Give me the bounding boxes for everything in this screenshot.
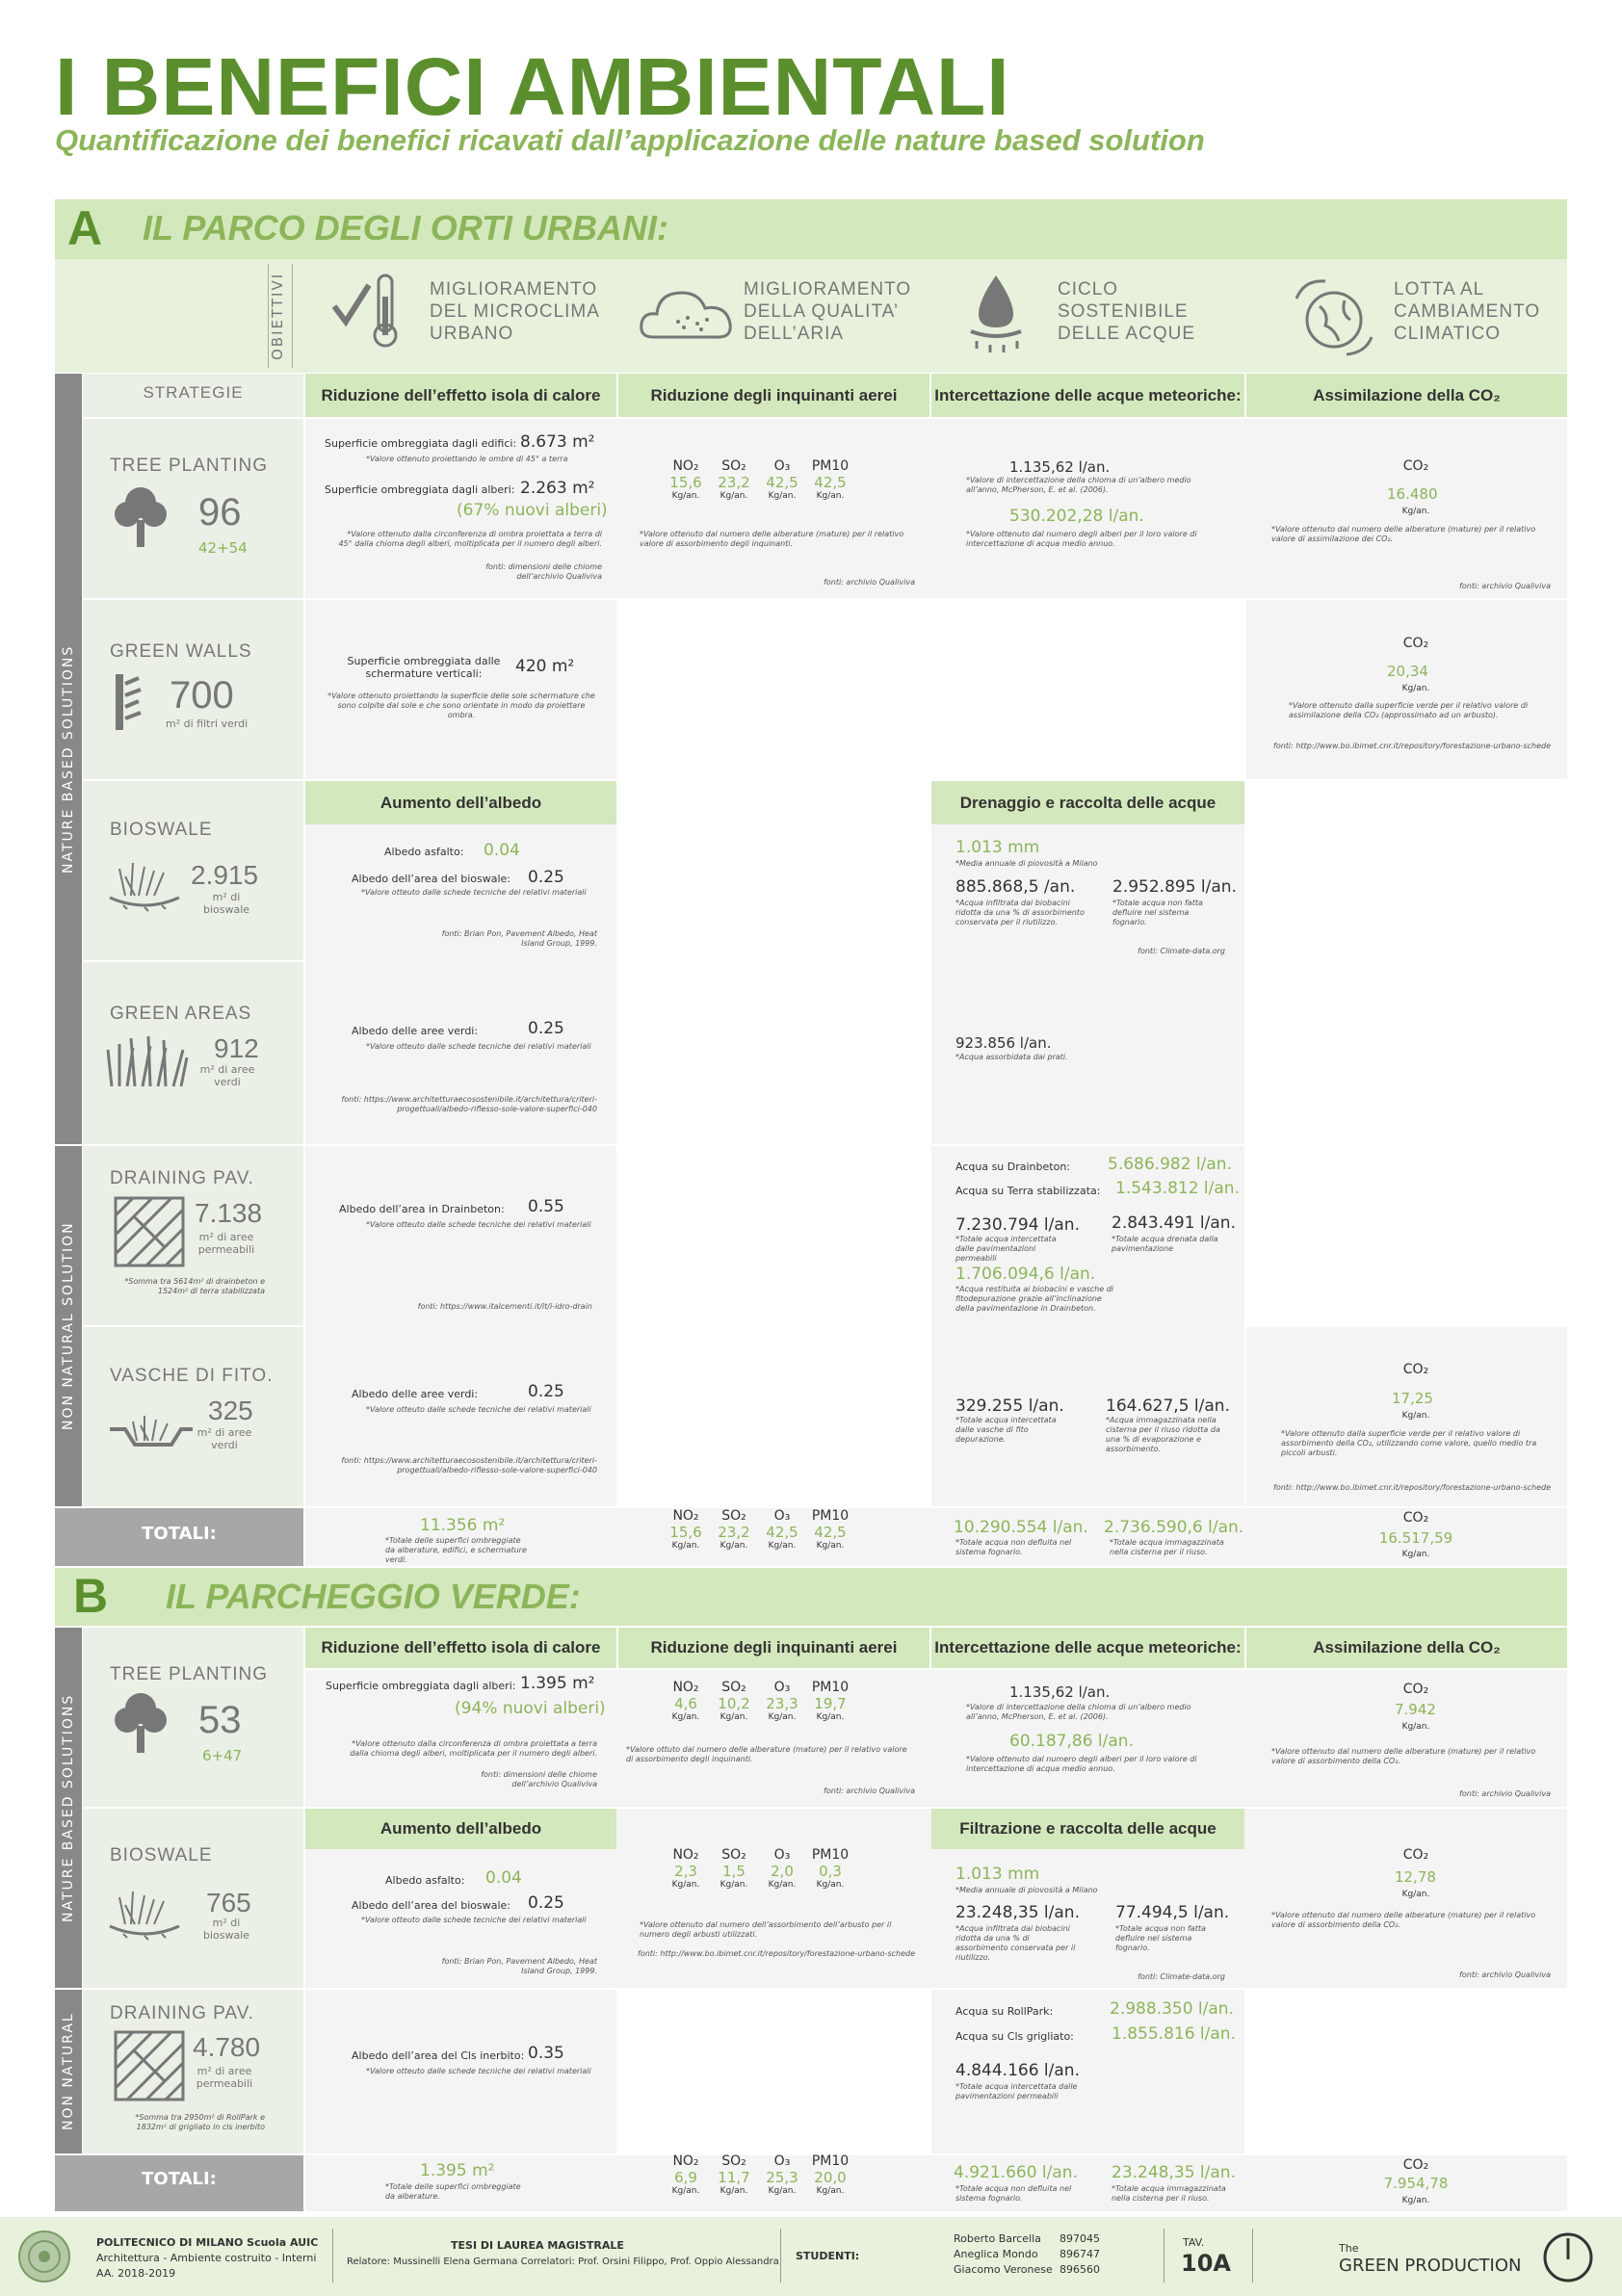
drain-an-a: *Valore otteuto dalle schede tecniche dei relativi materiali bbox=[366, 1220, 591, 1229]
drain-w3n-b: *Totale acqua intercettata dalle pavimentazioni permeabili bbox=[955, 2082, 1078, 2100]
vasche-asrc-a: fonti: https://www.architetturaecosostenibile.it/architettura/criteri-progettuali/albedo-riflesso-sole-valore-superfici-040 bbox=[341, 1456, 597, 1474]
vasche-co2src-a: fonti: http://www.bo.ibimet.cnr.it/repository/forestazione-urbano-schede bbox=[1273, 1483, 1551, 1492]
poll-v: 1,5 bbox=[722, 1863, 746, 1880]
drain-w5-a: 1.706.094,6 l/an. bbox=[955, 1265, 1096, 1284]
poll-u: Kg/an. bbox=[719, 491, 748, 501]
bios-a1v-a: 0.04 bbox=[484, 841, 520, 860]
co2-unit: Kg/an. bbox=[1401, 2196, 1430, 2205]
footer-divider bbox=[1252, 2229, 1253, 2283]
vasche-a-a: Albedo delle aree verdi: bbox=[352, 1388, 479, 1400]
bios-a2-a: Albedo dell’area del bioswale: bbox=[352, 873, 510, 885]
co2-unit: Kg/an. bbox=[1401, 684, 1430, 693]
strategies-label: STRATEGIE bbox=[143, 383, 244, 402]
tree-co2n-b: *Valore ottenuto dal numero delle alberature (mature) per il relativo valore di assorbimento della CO₂. bbox=[1271, 1747, 1536, 1765]
poll-u: Kg/an. bbox=[671, 491, 700, 501]
tree-psrc-b: fonti: archivio Qualiviva bbox=[824, 1787, 915, 1795]
co2-label: CO₂ bbox=[1402, 1847, 1429, 1863]
strategy-head-3: Intercettazione delle acque meteoriche: bbox=[931, 374, 1244, 417]
poll-pm10: PM10 bbox=[811, 1508, 850, 1524]
objective-microclima: MIGLIORAMENTO DEL MICROCLIMA URBANO bbox=[430, 279, 600, 344]
vasche-num-a: 325 bbox=[208, 1396, 253, 1425]
drain-num-b: 4.780 bbox=[193, 2032, 261, 2062]
water-drop-icon bbox=[967, 272, 1025, 358]
areas-wn-a: *Acqua assorbidata dai prati. bbox=[955, 1053, 1068, 1061]
drain-w1-a: Acqua su Drainbeton: bbox=[955, 1161, 1071, 1173]
vasche-co2n-a: *Valore ottenuto dalla superficie verde per il relativo valore di assorbimento della CO₂, utilizzando come valore, quello medio tra piccoli arbusti. bbox=[1281, 1429, 1537, 1457]
bios-a2-b: Albedo dell’area del bioswale: bbox=[352, 1899, 510, 1912]
tot-w1-a: 10.290.554 l/an. bbox=[954, 1518, 1088, 1537]
tree-num-b: 53 bbox=[198, 1699, 242, 1741]
poll-v: 2,0 bbox=[771, 1863, 794, 1880]
bios-num-b: 765 bbox=[206, 1888, 251, 1918]
tree-h1-value-a: 8.673 m² bbox=[520, 432, 595, 452]
poll-v: 19,7 bbox=[814, 1695, 847, 1712]
poll-so2: SO₂ bbox=[721, 458, 746, 474]
poll-v: 2,3 bbox=[674, 1863, 697, 1880]
drain-w2-a: Acqua su Terra stabilizzata: bbox=[955, 1185, 1101, 1197]
drain-note-b: *Somma tra 2950m² di RollPark e 1832m² di grigliato in cls inerbito bbox=[135, 2113, 265, 2131]
tree-hsrc-a: fonti: dimensioni delle chiome dell’archivio Qualiviva bbox=[485, 562, 602, 581]
poll-pm10: PM10 bbox=[811, 1680, 850, 1695]
tot-co2-a: 16.517,59 bbox=[1378, 1529, 1453, 1547]
bios-w1n-b: *Acqua infiltrata dai biobacini ridotta da una % di assorbimento conservata per il riutilizzo. bbox=[955, 1924, 1076, 1962]
filt-head-b: Filtrazione e raccolta delle acque bbox=[931, 1809, 1244, 1849]
drain-w3-a: 7.230.794 l/an. bbox=[955, 1215, 1080, 1235]
tree-co2-b: 7.942 bbox=[1395, 1701, 1436, 1718]
drain-head-a: Drenaggio e raccolta delle acque bbox=[931, 781, 1244, 824]
footer-student: Roberto Barcella bbox=[954, 2232, 1041, 2245]
poll-no2: NO₂ bbox=[672, 1508, 699, 1524]
poll-v: 15,6 bbox=[669, 1524, 702, 1541]
poll-u: Kg/an. bbox=[768, 1712, 797, 1722]
co2-unit: Kg/an. bbox=[1401, 507, 1430, 516]
poll-v: 15,6 bbox=[669, 474, 702, 491]
bios-w2n-b: *Totale acqua non fatta defluire nel sistema fognario. bbox=[1115, 1924, 1206, 1952]
poll-u: Kg/an. bbox=[671, 1541, 700, 1551]
page-title: I BENEFICI AMBIENTALI bbox=[55, 41, 1010, 132]
co2-label: CO₂ bbox=[1402, 1682, 1429, 1697]
side-label-nbs-b: NATURE BASED SOLUTIONS bbox=[55, 1628, 82, 1988]
bios-w1-a: 885.868,5 /an. bbox=[955, 877, 1076, 897]
phyto-tank-icon bbox=[108, 1406, 195, 1454]
drain-w3-b: 4.844.166 l/an. bbox=[955, 2061, 1080, 2080]
vasche-w2n-a: *Acqua immagazzinata nella cisterna per il riuso ridotta da una % di evaporazione e assorbimento. bbox=[1106, 1416, 1220, 1453]
areas-name-a: GREEN AREAS bbox=[110, 1004, 252, 1024]
tree-h1-label-a: Superficie ombreggiata dagli edifici: bbox=[325, 437, 517, 450]
footer-course: Architettura - Ambiente costruito - Interni bbox=[96, 2252, 317, 2264]
objectives-label: OBIETTIVI bbox=[268, 264, 293, 368]
page-subtitle: Quantificazione dei benefici ricavati dall’applicazione delle nature based solution bbox=[55, 123, 1205, 157]
poll-v: 0,3 bbox=[819, 1863, 842, 1880]
drain-av-a: 0.55 bbox=[528, 1197, 564, 1216]
tot-w1n-b: *Totale acqua non defluita nel sistema fognario. bbox=[955, 2184, 1072, 2203]
poll-u: Kg/an. bbox=[768, 1880, 797, 1890]
drain-note-a: *Somma tra 5614m² di drainbeton e 1524m² di terra stabilizzata bbox=[124, 1277, 265, 1295]
co2-label: CO₂ bbox=[1402, 1362, 1429, 1377]
poll-u: Kg/an. bbox=[671, 2186, 700, 2196]
areas-a-a: Albedo delle aree verdi: bbox=[352, 1025, 479, 1037]
drain-name-b: DRAINING PAV. bbox=[110, 2003, 254, 2023]
air-cloud-icon bbox=[640, 279, 736, 347]
poll-no2: NO₂ bbox=[672, 2153, 699, 2169]
tree-w1-a: 1.135,62 l/an. bbox=[1009, 458, 1111, 476]
footer-thesis: TESI DI LAUREA MAGISTRALE bbox=[451, 2239, 624, 2252]
footer-year: AA. 2018-2019 bbox=[96, 2267, 176, 2280]
footer-student: Giacomo Veronese bbox=[954, 2263, 1053, 2276]
bios-w1-b: 23.248,35 l/an. bbox=[955, 1903, 1080, 1922]
tot-w2n-a: *Totale acqua immagazzinata nella cisterna per il riuso. bbox=[1110, 1538, 1224, 1556]
bios-co2n-b: *Valore ottenuto dal numero delle alberature (mature) per il relativo valore di assorbimento della CO₂. bbox=[1271, 1911, 1536, 1929]
section-b-title: IL PARCHEGGIO VERDE: bbox=[166, 1577, 581, 1616]
drain-sub-b: m² di aree permeabili bbox=[196, 2065, 253, 2090]
poll-o3: O₃ bbox=[773, 1680, 791, 1695]
co2-unit: Kg/an. bbox=[1401, 1722, 1430, 1732]
tree-w1n-a: *Valore di intercettazione della chioma di un’albero medio all’anno, McPherson, E. et al. (2006). bbox=[966, 476, 1191, 494]
poll-v: 23,2 bbox=[718, 474, 750, 491]
strategy-head-2-b: Riduzione degli inquinanti aerei bbox=[618, 1628, 929, 1668]
poll-v: 11,7 bbox=[718, 2169, 750, 2186]
drain-a-b: Albedo dell’area del Cls inerbito: bbox=[352, 2049, 525, 2062]
poll-u: Kg/an. bbox=[671, 1880, 700, 1890]
poll-u: Kg/an. bbox=[816, 1541, 845, 1551]
poll-u: Kg/an. bbox=[816, 1712, 845, 1722]
row-drain-vasche-a-c1 bbox=[305, 1146, 616, 1506]
walls-num-a: 700 bbox=[170, 674, 234, 717]
vasche-sub-a: m² di aree verdi bbox=[196, 1426, 252, 1451]
poll-v: 42,5 bbox=[814, 1524, 847, 1541]
tree-icon bbox=[112, 1687, 170, 1755]
tree-name-b: TREE PLANTING bbox=[110, 1664, 268, 1684]
walls-h1v-a: 420 m² bbox=[515, 657, 575, 676]
bios-w0-a: 1.013 mm bbox=[955, 838, 1040, 857]
bios-a1-a: Albedo asfalto: bbox=[384, 846, 464, 858]
walls-co2src-a: fonti: http://www.bo.ibimet.cnr.it/repository/forestazione-urbano-schede bbox=[1273, 742, 1551, 750]
drain-w4-a: 2.843.491 l/an. bbox=[1112, 1213, 1236, 1233]
footer-university: POLITECNICO DI MILANO Scuola AUIC bbox=[96, 2236, 319, 2249]
footer-relatore: Relatore: Mussinelli Elena Germana Correlatori: Prof. Orsini Filippo, Prof. Oppio Alessandra bbox=[347, 2257, 779, 2267]
permeable-paving-icon bbox=[114, 2030, 185, 2101]
drain-w2-b: Acqua su Cls grigliato: bbox=[955, 2030, 1074, 2043]
footer-tav-number: 10A bbox=[1181, 2250, 1231, 2277]
tree-co2src-a: fonti: archivio Qualiviva bbox=[1459, 582, 1551, 590]
tree-h2-green-a: (67% nuovi alberi) bbox=[457, 501, 608, 520]
co2-label: CO₂ bbox=[1402, 458, 1429, 474]
poll-so2: SO₂ bbox=[721, 1680, 746, 1695]
bios-co2src-b: fonti: archivio Qualiviva bbox=[1459, 1970, 1551, 1979]
tree-poll-a bbox=[662, 458, 854, 501]
drain-w2v-a: 1.543.812 l/an. bbox=[1115, 1179, 1240, 1198]
albedo-head-b: Aumento dell’albedo bbox=[305, 1809, 616, 1849]
drain-a-a: Albedo dell’area in Drainbeton: bbox=[339, 1203, 505, 1215]
tot-hn-b: *Totale delle superfici ombreggiate da alberature. bbox=[385, 2182, 521, 2201]
side-label-nbs-a: NATURE BASED SOLUTIONS bbox=[55, 374, 82, 1144]
bios-wsrc-a: fonti: Climate-data.org bbox=[1138, 947, 1225, 955]
bioswale-icon bbox=[106, 1876, 183, 1944]
poll-so2: SO₂ bbox=[721, 1847, 746, 1863]
tot-w2n-b: *Totale acqua immagazzinata nella cisterna per il riuso. bbox=[1112, 2184, 1226, 2203]
poll-no2: NO₂ bbox=[672, 1847, 699, 1863]
bios-pn-b: *Valore ottenuto dal numero dell’assorbimento dell’arbusto per il numero degli arbusti utilizzati. bbox=[640, 1920, 892, 1939]
poll-no2: NO₂ bbox=[672, 1680, 699, 1695]
tot-w2-a: 2.736.590,6 l/an. bbox=[1104, 1518, 1244, 1537]
tree-w1n-b: *Valore di intercettazione della chioma di un’albero medio all’anno, McPherson, E. et al. (2006). bbox=[966, 1703, 1191, 1721]
poll-u: Kg/an. bbox=[768, 491, 797, 501]
co2-unit: Kg/an. bbox=[1401, 1550, 1430, 1559]
grass-icon bbox=[106, 1031, 193, 1088]
bios-asrc-a: fonti: Brian Pon, Pavement Albedo, Heat Island Group, 1999. bbox=[441, 929, 597, 948]
poll-v: 42,5 bbox=[766, 474, 798, 491]
footer-students-label: STUDENTI: bbox=[796, 2250, 860, 2262]
poll-u: Kg/an. bbox=[671, 1712, 700, 1722]
strategy-head-3-b: Intercettazione delle acque meteoriche: bbox=[931, 1628, 1244, 1668]
walls-co2-a: 20,34 bbox=[1387, 663, 1428, 680]
poll-v: 20,0 bbox=[814, 2169, 847, 2186]
drain-w5n-a: *Acqua restituita ai biobacini e vasche di fitodepurazione grazie all’inclinazione della pavimentazione in Drainbeton. bbox=[955, 1285, 1114, 1313]
poll-u: Kg/an. bbox=[768, 2186, 797, 2196]
walls-sub-a: m² di filtri verdi bbox=[166, 718, 249, 730]
tree-w1-b: 1.135,62 l/an. bbox=[1009, 1683, 1111, 1701]
strategy-head-2: Riduzione degli inquinanti aerei bbox=[618, 374, 929, 417]
poll-v: 6,9 bbox=[674, 2169, 697, 2186]
tree-h1-note-a: *Valore ottenuto proiettando le ombre di 45° a terra bbox=[366, 455, 568, 463]
poll-u: Kg/an. bbox=[719, 1712, 748, 1722]
bios-num-a: 2.915 bbox=[191, 860, 259, 890]
tot-w1-b: 4.921.660 l/an. bbox=[954, 2163, 1078, 2182]
bios-an-a: *Valore otteuto dalle schede tecniche dei relativi materiali bbox=[361, 888, 587, 897]
walls-h1n-a: *Valore ottenuto proiettando la superficie delle sole schermature che sono colpite dal sole e che sono orientate in modo da proiettare ombra. bbox=[327, 691, 595, 719]
strategy-head-4: Assimilazione della CO₂ bbox=[1246, 374, 1567, 417]
tot-w1n-a: *Totale acqua non defluita nel sistema fognario. bbox=[955, 1538, 1072, 1556]
bios-poll-b bbox=[662, 1847, 854, 1890]
bios-an-b: *Valore otteuto dalle schede tecniche dei relativi materiali bbox=[361, 1916, 587, 1924]
bios-a2v-b: 0.25 bbox=[528, 1893, 564, 1913]
bios-sub-b: m² di bioswale bbox=[202, 1917, 250, 1942]
objective-clima: LOTTA AL CAMBIAMENTO CLIMATICO bbox=[1394, 279, 1541, 344]
footer-student-id: 896747 bbox=[1060, 2248, 1100, 2260]
strategy-head-1-b: Riduzione dell’effetto isola di calore bbox=[305, 1628, 616, 1668]
poll-pm10: PM10 bbox=[811, 1847, 850, 1863]
drain-asrc-a: fonti: https://www.italcementi.it/it/i-idro-drain bbox=[417, 1302, 592, 1311]
vasche-an-a: *Valore otteuto dalle schede tecniche dei relativi materiali bbox=[366, 1405, 591, 1414]
section-b-letter: B bbox=[73, 1569, 109, 1623]
areas-av-a: 0.25 bbox=[528, 1019, 564, 1038]
permeable-paving-icon bbox=[114, 1196, 185, 1267]
bios-a1-b: Albedo asfalto: bbox=[385, 1874, 465, 1887]
bios-name-a: BIOSWALE bbox=[110, 820, 213, 840]
drain-w2v-b: 1.855.816 l/an. bbox=[1112, 2024, 1236, 2044]
tot-w2-b: 23.248,35 l/an. bbox=[1112, 2163, 1236, 2182]
vasche-w1n-a: *Totale acqua intercettata dalle vasche di fito depurazione. bbox=[955, 1416, 1057, 1444]
tot-h-a: 11.356 m² bbox=[420, 1516, 506, 1535]
poll-so2: SO₂ bbox=[721, 1508, 746, 1524]
walls-co2n-a: *Valore ottenuto dalla superficie verde per il relativo valore di assimilazione della CO₂ (approssimato ad un arbusto). bbox=[1289, 701, 1529, 719]
drain-an-b: *Valore otteuto dalle schede tecniche dei relativi materiali bbox=[366, 2067, 591, 2075]
side-label-nns-a: NON NATURAL SOLUTION bbox=[55, 1146, 82, 1506]
walls-h1-a: Superficie ombreggiata dalle schermature verticali: bbox=[347, 655, 501, 680]
poll-o3: O₃ bbox=[773, 2153, 791, 2169]
tree-icon bbox=[112, 482, 170, 549]
drain-w3n-a: *Totale acqua intercettata dalle pavimentazioni permeabili bbox=[955, 1235, 1057, 1263]
co2-label: CO₂ bbox=[1402, 1510, 1429, 1526]
walls-name-a: GREEN WALLS bbox=[110, 641, 252, 662]
footer-divider bbox=[332, 2229, 333, 2283]
tree-pnote-a: *Valore ottenuto dal numero delle alberature (mature) per il relativo valore di assorbimento degli inquinanti. bbox=[640, 530, 904, 548]
strategy-head-4-b: Assimilazione della CO₂ bbox=[1246, 1628, 1567, 1668]
tree-sub-a: 42+54 bbox=[198, 539, 248, 557]
university-seal-icon bbox=[17, 2230, 71, 2283]
strategy-head-1: Riduzione dell’effetto isola di calore bbox=[305, 374, 616, 417]
areas-num-a: 912 bbox=[214, 1033, 259, 1063]
tree-h2-b: Superficie ombreggiata dagli alberi: bbox=[326, 1680, 516, 1692]
drain-w4n-a: *Totale acqua drenata dalla pavimentazione bbox=[1112, 1235, 1218, 1253]
power-icon bbox=[1541, 2231, 1595, 2284]
totals-label-b: TOTALI: bbox=[142, 2169, 217, 2189]
areas-sub-a: m² di aree verdi bbox=[199, 1063, 255, 1088]
bios-w0n-a: *Media annuale di piovosità a Milano bbox=[955, 859, 1098, 868]
section-a-letter: A bbox=[67, 201, 103, 255]
bios-psrc-b: fonti: http://www.bo.ibimet.cnr.it/repository/forestazione-urbano-schede bbox=[638, 1949, 915, 1958]
poll-pm10: PM10 bbox=[811, 458, 850, 474]
tot-poll-a bbox=[662, 1508, 854, 1551]
poll-v: 4,6 bbox=[674, 1695, 697, 1712]
vasche-w1-a: 329.255 l/an. bbox=[955, 1396, 1064, 1416]
bios-asrc-b: fonti: Brian Pon, Pavement Albedo, Heat Island Group, 1999. bbox=[441, 1957, 597, 1975]
bios-w2n-a: *Totale acqua non fatta defluire nel sistema fognario. bbox=[1112, 899, 1203, 926]
co2-label: CO₂ bbox=[1402, 2157, 1429, 2173]
drain-name-a: DRAINING PAV. bbox=[110, 1168, 254, 1188]
tree-num-a: 96 bbox=[198, 491, 242, 534]
drain-w1-b: Acqua su RollPark: bbox=[955, 2005, 1054, 2018]
tree-h2-note-a: *Valore ottenuto dalla circonferenza di ombra proiettata a terra di 45° dalla chioma degli alberi, moltiplicata per il numero degli alberi. bbox=[338, 530, 602, 548]
footer-brand-the: The bbox=[1339, 2242, 1359, 2255]
tree-co2n-a: *Valore ottenuto dal numero delle alberature (mature) per il relativo valore di assimilazione dei CO₂. bbox=[1271, 525, 1536, 543]
poll-o3: O₃ bbox=[773, 458, 791, 474]
thermometer-check-icon bbox=[330, 268, 407, 354]
poll-u: Kg/an. bbox=[816, 1880, 845, 1890]
bioswale-icon bbox=[106, 848, 183, 915]
footer-divider bbox=[780, 2229, 781, 2283]
poll-v: 25,3 bbox=[766, 2169, 798, 2186]
tot-h-b: 1.395 m² bbox=[420, 2161, 495, 2180]
footer-student-id: 897045 bbox=[1060, 2232, 1100, 2245]
co2-label: CO₂ bbox=[1402, 636, 1429, 651]
poll-u: Kg/an. bbox=[816, 2186, 845, 2196]
row-walls-a-c1 bbox=[305, 600, 616, 779]
tree-poll-b bbox=[662, 1680, 854, 1722]
poll-o3: O₃ bbox=[773, 1508, 791, 1524]
footer-student: Aneglica Mondo bbox=[954, 2248, 1038, 2260]
tree-co2src-b: fonti: archivio Qualiviva bbox=[1459, 1789, 1551, 1798]
vasche-w2-a: 164.627,5 l/an. bbox=[1106, 1396, 1230, 1416]
drain-w1v-a: 5.686.982 l/an. bbox=[1108, 1155, 1232, 1174]
tree-h2n-b: *Valore ottenuto dalla circonferenza di ombra proiettata a terra dalla chioma degli alberi, moltiplicata per il numero degli alberi. bbox=[350, 1739, 597, 1758]
poll-v: 23,2 bbox=[718, 1524, 750, 1541]
tot-poll-b bbox=[662, 2153, 854, 2196]
row-bios-areas-a-c3 bbox=[931, 781, 1244, 1144]
tree-name-a: TREE PLANTING bbox=[110, 456, 268, 476]
bios-a1v-b: 0.04 bbox=[485, 1868, 522, 1888]
poll-u: Kg/an. bbox=[719, 1880, 748, 1890]
tree-h2g-b: (94% nuovi alberi) bbox=[455, 1699, 606, 1718]
areas-w-a: 923.856 l/an. bbox=[955, 1034, 1052, 1052]
tree-h2-label-a: Superficie ombreggiata dagli alberi: bbox=[325, 483, 515, 496]
drain-av-b: 0.35 bbox=[528, 2044, 564, 2063]
poll-u: Kg/an. bbox=[816, 491, 845, 501]
footer-student-id: 896560 bbox=[1060, 2263, 1100, 2276]
bios-w0-b: 1.013 mm bbox=[955, 1865, 1040, 1884]
poll-v: 42,5 bbox=[766, 1524, 798, 1541]
albedo-head-a: Aumento dell’albedo bbox=[305, 781, 616, 824]
tree-co2-a: 16.480 bbox=[1387, 485, 1438, 503]
tree-w2-a: 530.202,28 l/an. bbox=[1009, 507, 1144, 526]
objective-acque: CICLO SOSTENIBILE DELLE ACQUE bbox=[1058, 279, 1195, 344]
tot-hn-a: *Totale delle superfici ombreggiate da alberature, edifici, e schermature verdi. bbox=[385, 1536, 527, 1564]
poll-no2: NO₂ bbox=[672, 458, 699, 474]
bios-a2v-a: 0.25 bbox=[528, 868, 564, 887]
section-a-title: IL PARCO DEGLI ORTI URBANI: bbox=[143, 208, 669, 248]
poll-v: 10,2 bbox=[718, 1695, 750, 1712]
tree-h2v-b: 1.395 m² bbox=[520, 1674, 595, 1693]
vasche-name-a: VASCHE DI FITO. bbox=[110, 1366, 274, 1386]
bios-w2-b: 77.494,5 l/an. bbox=[1115, 1903, 1230, 1922]
bios-name-b: BIOSWALE bbox=[110, 1845, 213, 1866]
bios-wsrc-b: fonti: Climate-data.org bbox=[1138, 1972, 1225, 1981]
poll-u: Kg/an. bbox=[768, 1541, 797, 1551]
poll-pm10: PM10 bbox=[811, 2153, 850, 2169]
footer-brand: GREEN PRODUCTION bbox=[1339, 2256, 1522, 2276]
green-wall-icon bbox=[114, 672, 144, 732]
bios-co2-b: 12,78 bbox=[1395, 1868, 1436, 1886]
bios-w1n-a: *Acqua infiltrata dai biobacini ridotta da una % di assorbimento conservata per il riutilizzo. bbox=[955, 899, 1085, 926]
tree-h2-value-a: 2.263 m² bbox=[520, 479, 595, 498]
globe-climate-icon bbox=[1291, 272, 1377, 358]
bios-w0n-b: *Media annuale di piovosità a Milano bbox=[955, 1886, 1098, 1894]
areas-an-a: *Valore otteuto dalle schede tecniche dei relativi materiali bbox=[366, 1042, 591, 1051]
tree-w2-b: 60.187,86 l/an. bbox=[1009, 1732, 1134, 1751]
tree-sub-b: 6+47 bbox=[202, 1747, 243, 1764]
drain-sub-a: m² di aree permeabili bbox=[197, 1231, 255, 1256]
areas-asrc-a: fonti: https://www.architetturaecosostenibile.it/architettura/criteri-progettuali/albedo-riflesso-sole-valore-superfici-040 bbox=[341, 1095, 597, 1113]
bios-w2-a: 2.952.895 l/an. bbox=[1112, 877, 1237, 897]
poll-v: 42,5 bbox=[814, 474, 847, 491]
drain-w1v-b: 2.988.350 l/an. bbox=[1110, 1999, 1234, 2019]
footer-tav-label: TAV. bbox=[1183, 2236, 1205, 2249]
poll-so2: SO₂ bbox=[721, 2153, 746, 2169]
co2-unit: Kg/an. bbox=[1401, 1890, 1430, 1899]
tree-hsrc-b: fonti: dimensioni delle chiome dell’archivio Qualiviva bbox=[481, 1770, 597, 1788]
drain-num-a: 7.138 bbox=[195, 1198, 263, 1228]
poll-u: Kg/an. bbox=[719, 1541, 748, 1551]
bios-sub-a: m² di bioswale bbox=[202, 891, 250, 916]
co2-unit: Kg/an. bbox=[1401, 1411, 1430, 1421]
tot-co2-b: 7.954,78 bbox=[1383, 2175, 1449, 2192]
tree-w2n-a: *Valore ottenuto dal numero degli alberi per il loro valore di intercettazione di acqua medio annuo. bbox=[966, 530, 1197, 548]
poll-u: Kg/an. bbox=[719, 2186, 748, 2196]
vasche-co2-a: 17,25 bbox=[1392, 1390, 1433, 1407]
poll-o3: O₃ bbox=[773, 1847, 791, 1863]
objective-aria: MIGLIORAMENTO DELLA QUALITA’ DELL’ARIA bbox=[744, 279, 912, 344]
side-label-nn-b: NON NATURAL bbox=[55, 1990, 82, 2153]
vasche-av-a: 0.25 bbox=[528, 1382, 564, 1401]
row-bios-areas-a-c1 bbox=[305, 781, 616, 1144]
tree-psrc-a: fonti: archivio Qualiviva bbox=[824, 578, 915, 587]
tree-w2n-b: *Valore ottenuto dal numero degli alberi per il loro valore di intercettazione di acqua medio annuo. bbox=[966, 1755, 1197, 1773]
poll-v: 23,3 bbox=[766, 1695, 798, 1712]
totals-label-a: TOTALI: bbox=[142, 1524, 217, 1544]
tree-pn-b: *Valore ottuto dal numero delle alberature (mature) per il relativo valore di assorbimento degli inquinanti. bbox=[626, 1745, 907, 1763]
